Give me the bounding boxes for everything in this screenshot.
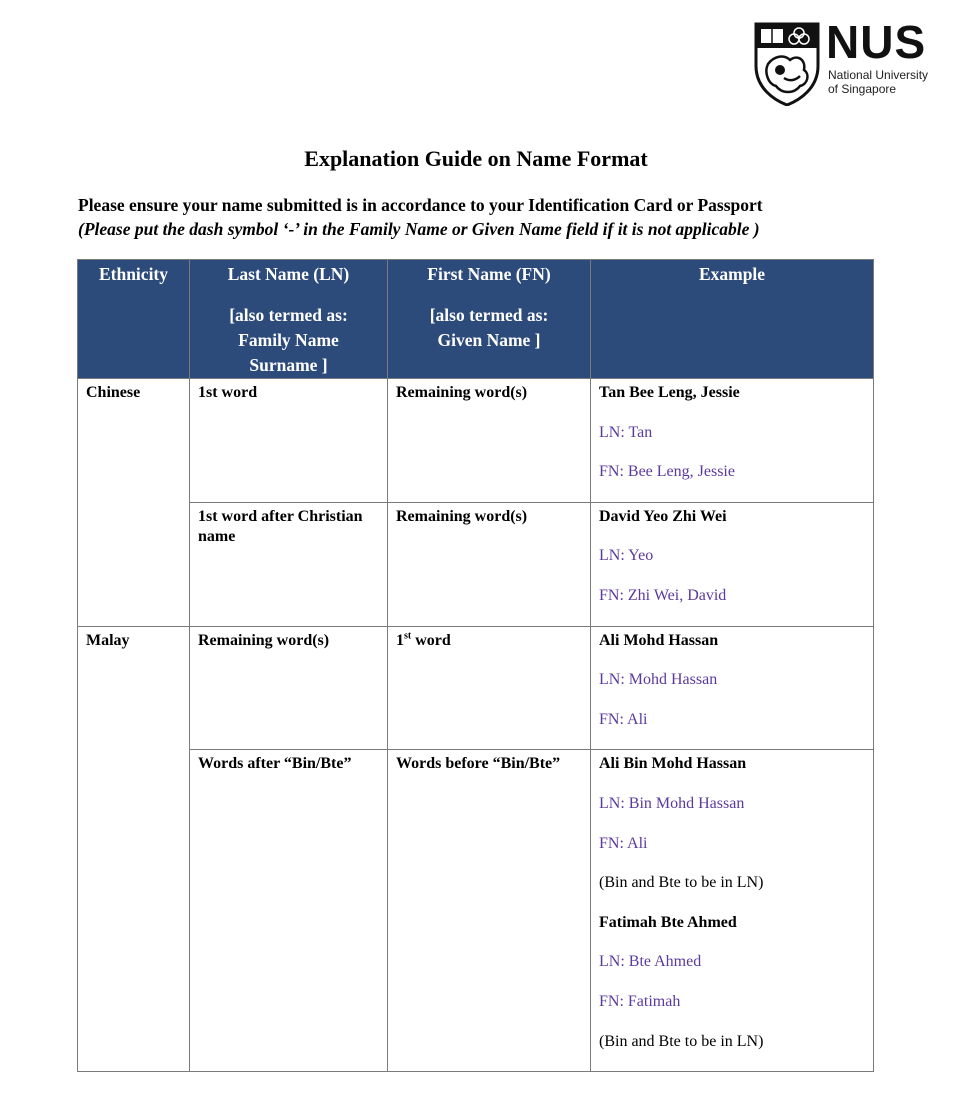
cell-example: Ali Bin Mohd Hassan LN: Bin Mohd Hassan FN: Ali (Bin and Bte to be in LN) Fatimah Bte Ahmed LN: Bte Ahmed FN: Fatimah (Bin and Bte to be in LN) (591, 750, 874, 1072)
cell-ln: 1st word after Christian name (190, 502, 388, 626)
logo-wordmark: NUS (826, 16, 927, 68)
header-example: Example (591, 260, 874, 379)
table-row (78, 379, 874, 503)
nus-logo (754, 16, 944, 110)
cell-ethnicity-chinese: Chinese (78, 379, 190, 627)
cell-ethnicity-malay: Malay (78, 626, 190, 1072)
name-format-table (77, 259, 874, 1072)
header-first-name: First Name (FN) [also termed as: Given Name ] (388, 260, 591, 379)
cell-ln: Words after “Bin/Bte” (190, 750, 388, 1072)
table-header-row (78, 260, 874, 379)
intro-line-2: (Please put the dash symbol ‘-’ in the Family Name or Given Name field if it is not applicable ) (78, 219, 760, 239)
table-row (78, 750, 874, 1072)
cell-example: Tan Bee Leng, Jessie LN: Tan FN: Bee Leng, Jessie (591, 379, 874, 503)
header-last-name: Last Name (LN) [also termed as: Family Name Surname ] (190, 260, 388, 379)
nus-crest-icon (754, 22, 820, 106)
logo-subtitle: National University of Singapore (828, 68, 929, 96)
cell-fn: Remaining word(s) (388, 379, 591, 503)
page-title: Explanation Guide on Name Format (304, 146, 648, 171)
cell-example: Ali Mohd Hassan LN: Mohd Hassan FN: Ali (591, 626, 874, 750)
cell-fn: 1st word (388, 626, 591, 750)
header-ethnicity: Ethnicity (78, 260, 190, 379)
cell-fn: Remaining word(s) (388, 502, 591, 626)
intro-line-1: Please ensure your name submitted is in accordance to your Identification Card or Passport (78, 195, 763, 215)
cell-example: David Yeo Zhi Wei LN: Yeo FN: Zhi Wei, David (591, 502, 874, 626)
cell-fn: Words before “Bin/Bte” (388, 750, 591, 1072)
table-row (78, 502, 874, 626)
cell-ln: 1st word (190, 379, 388, 503)
cell-ln: Remaining word(s) (190, 626, 388, 750)
table-row (78, 626, 874, 750)
intro-text (78, 193, 763, 241)
